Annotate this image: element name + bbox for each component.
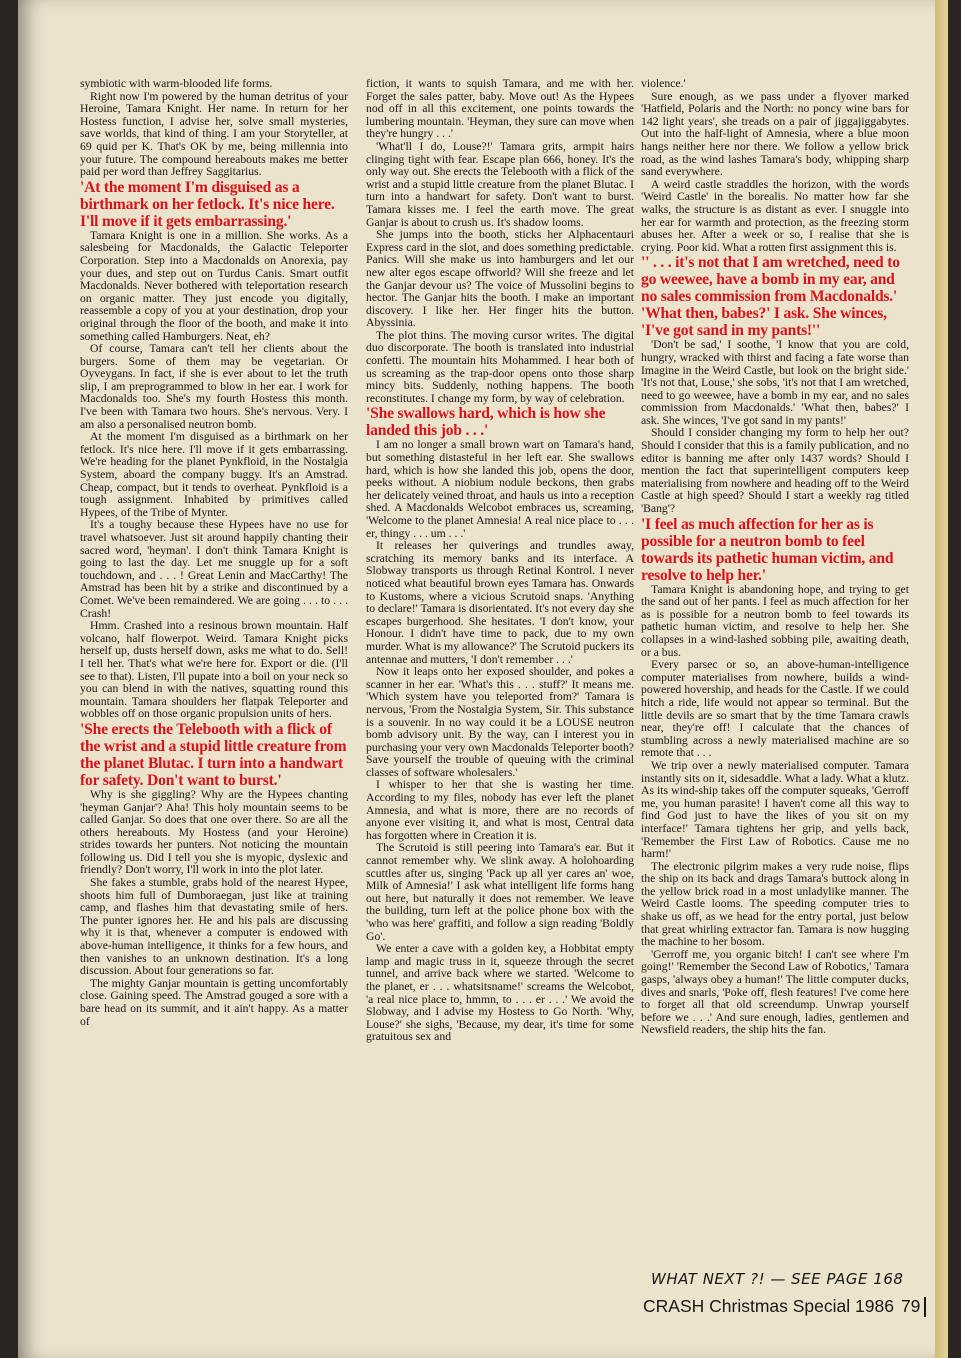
paragraph: Tamara Knight is one in a million. She works. As a salesbeing for Macdonalds, the Galactic Teleporter Corporation. Step into a Macdonalds on Anorexia, pay your dues, and step out on Turdus Canis. Smart outfit Macdonalds. Never bothered with teleportation research on organic matter. They just encode you digitally, reassemble a copy of you at your destination, drop your original through the floor of the booth, and make it into something called Hamburgers. Neat, eh? <box>80 228 348 343</box>
paragraph: 'What'll I do, Louse?!' Tamara grits, armpit hairs clinging tight with fear. Escape plan 666, honey. It's the only way out. She erects the Telebooth with a flick of the wrist and a stupid little creature from the planet Blutac. I turn into a handwart for safety. Don't want to burst. Tamara kisses me. I feel the earth move. The great Ganjar is about to crush us. It's shadow looms. <box>366 139 634 229</box>
paragraph: violence.' <box>641 77 686 90</box>
paragraph: We trip over a newly materialised computer. Tamara instantly sits on it, sidesaddle. What a lady. What a klutz. As its wind-ship takes off the computer squeaks, 'Gerroff me, you human parasite! I haven't come all this way to find God just to have the likes of you sit on my interface!' Tamara tightens her grip, and yells back, 'Remember the First Law of Robotics. Cause me no harm!' <box>641 758 909 861</box>
magazine-page <box>18 0 948 1358</box>
paragraph: Right now I'm powered by the human detritus of your Heroine, Tamara Knight. Her name. In return for her Hostess function, I advise her, solve small mysteries, save worlds, that kind of thing. I am your Storyteller, at 69 quid per K. That's OK by me, being millennia into your future. The compound hereabouts makes me better paid per word than Jeffrey Saggitarius. <box>80 89 348 179</box>
paragraph: The mighty Ganjar mountain is getting uncomfortably close. Gaining speed. The Amstrad gouged a sore with a bare head on its summit, and it ain't happy. As a matter of <box>80 976 348 1028</box>
paragraph: symbiotic with warm-blooded life forms. <box>80 77 273 90</box>
paragraph: 'Gerroff me, you organic bitch! I can't see where I'm going!' 'Remember the Second Law of Robotics,' Tamara gasps, 'always obey a human!' The little computer ducks, dives and snarls, 'Poke off, flesh features! I've come here to forget all that old screendump. Unwrap yourself before we . . .' And sure enough, ladies, gentlemen and Newsfield readers, the ship hits the fan. <box>641 947 909 1037</box>
paragraph: Now it leaps onto her exposed shoulder, and pokes a scanner in her ear. 'What's this . . . stuff?' It means me. 'Which system have you teleported from?' Tamara is nervous, 'From the Nostalgia System, Sir. This substance is a souvenir. In no way could it be a LOUSE neutron bomb advisory unit. By the way, can I interest you in purchasing your very own Macdonalds Teleporter booth? Save yourself the trouble of queuing with the criminal classes of software wholesalers.' <box>366 665 634 779</box>
page-footer <box>643 1270 933 1317</box>
publication-line <box>643 1296 933 1317</box>
paragraph: Tamara Knight is abandoning hope, and trying to get the sand out of her pants. I feel as much affection for her as is possible for a neutron bomb to feel towards its pathetic human victim, and resolve to help her. She collapses in a wind-lashed sobbing pile, awaiting death, or a bus. <box>641 582 909 659</box>
paragraph: She jumps into the booth, sticks her Alphacentauri Express card in the slot, and does something predictable. Panics. Will she make us into hamburgers and let our new alter egos escape offworld? Will she freeze and let the Ganjar devour us? The voice of Mussolini begins to hector. The Ganjar hits the booth. I make an important discovery. I like her. Her finger hits the button. Abyssinia. <box>366 228 634 330</box>
paragraph: It releases her quiverings and trundles away, scratching its memory banks and its interface. A Slobway transports us through Retinal Kontrol. I never noticed what beautiful brown eyes Tamara has. Onwards to Kustoms, where a vicious Scrutoid snaps. 'Anything to declare!' Tamara is disorientated. It's not every day she escapes burgerhood. She hesitates. 'I don't know, your Honour. I didn't have time to pack, due to my own murder. What is my allowance?' The Scrutoid puckers its antennae and mutters, 'I don't remember . . .' <box>366 539 634 666</box>
pull-quote: 'At the moment I'm disguised as a birthmark on her fetlock. It's nice here. I'll move if it gets embarrassing.' <box>80 178 335 230</box>
paragraph: We enter a cave with a golden key, a Hobbitat empty lamp and magic truss in it, squeeze through the secret tunnel, and arrive back where we started. 'Welcome to the planet, er . . . whatsitsname!' screams the Welcobot, 'a real nice place to, hmmn, to . . . er . . .' We avoid the Slobway, and I advise my Hostess to Go North. 'Why, Louse?' she sighs, 'Because, my dear, it's time for some gratuitous sex and <box>366 942 634 1044</box>
pull-quote: '' . . . it's not that I am wretched, need to go weewee, have a bomb in my ear, and no sales commission from Macdonalds.' 'What then, babes?' I ask. She winces, 'I've got sand in my pants!'' <box>641 254 900 340</box>
paragraph: Hmm. Crashed into a resinous brown mountain. Half volcano, half flowerpot. Weird. Tamara Knight picks herself up, dusts herself down, asks me what to do. Sell! I tell her. That's what we're here for. Export or die. (I'll see to that). Listen, I'll pupate into a boil on your neck so you can blend in with the natives, squatting round this mountain. Tamara shoulders her flatpak Teleporter and wobbles off on those organic propulsion units of hers. <box>80 619 348 721</box>
footer-rule <box>924 1297 926 1317</box>
paragraph: Of course, Tamara can't tell her clients about the burgers. Some of them may be vegetarian. Or Oyveygans. In fact, if she is ever about to let the truth slip, I am preprogrammed to blow in her ear. I work for Macdonalds too. She's my fourth Hostess this month. I've been with Tamara two hours. She's nervous. Very. I am also a personalised neutron bomb. <box>80 342 348 431</box>
paragraph: The plot thins. The moving cursor writes. The digital duo discorporate. The booth is translated into industrial confetti. The mountain hits Mohammed. I hear both of us screaming as the trap-door opens onto those sharp mincy bits. Suddenly, nothing happens. The booth reconstitutes. I change my form, by way of celebration. <box>366 328 634 405</box>
page-number: 79 <box>900 1296 921 1316</box>
paragraph: fiction, it wants to squish Tamara, and me with her. Forget the sales patter, baby. Move out! As the Hypees nod off in all this excitement, one points towards the lumbering mountain. 'Heyman, they sure can move when they're hungry . . .' <box>366 77 634 141</box>
paragraph: The Scrutoid is still peering into Tamara's ear. But it cannot remember why. We slink away. A holohoarding scuttles after us, singing 'Pack up all yer cares an' woe, Milk of Amnesia!' I ask what intelligent life forms hang out here, but naturally it does not remember. We leave the building, turn left at the police phone box with the 'who was here' graffiti, and follow a sign reading 'Boldly Go'. <box>366 841 634 943</box>
article-column-2 <box>366 78 634 1044</box>
paragraph: I am no longer a small brown wart on Tamara's hand, but something distasteful in her left ear. She swallows hard, which is how she landed this job, opens the door, peeks without. A niobium nodule beckons, then grabs her delicately veined throat, and hauls us into a reception shed. A Macdonalds Welcobot embraces us, screaming, 'Welcome to the planet Amnesia! A real nice place to . . . er, thingy . . . um . . .' <box>366 438 634 540</box>
paragraph: It's a toughy because these Hypees have no use for travel whatsoever. Just sit around happily chanting their sacred word, 'heyman'. I don't think Tamara Knight is going to last the day. Let me snuggle up for a soft touchdown, and . . . ! Great Lenin and MacCarthy! The Amstrad has been hit by a strike and discontinued by a Comet. We've been remaindered. We are going . . . to . . . Crash! <box>80 518 348 620</box>
paragraph: The electronic pilgrim makes a very rude noise, flips the ship on its back and drags Tamara's buttock along in the yellow brick road in a most unladylike manner. The Weird Castle looms. The speeding computer tries to shake us off, as we head for the entry portal, just below that great whirling extractor fan. Tamara is now hugging the machine to her bosom. <box>641 859 909 949</box>
paragraph: Sure enough, as we pass under a flyover marked 'Hatfield, Polaris and the North: no poncy wine bars for 142 light years', she treads on a pair of jiggajiggabytes. Out into the half-light of Amnesia, where a blue moon hangs neither here nor there. We follow a yellow brick road, as the wind lashes Tamara's body, whipping sharp sand everywhere. <box>641 89 909 179</box>
article-column-1 <box>80 78 348 1028</box>
paragraph: She fakes a stumble, grabs hold of the nearest Hypee, shoots him full of Dumboraegan, just like at training camp, and flashes him that devastating smile of hers. The punter ignores her. He and his pals are discussing why it is that, whenever a computer is endowed with above-human intelligence, it thinks for a few hours, and then vanishes to an unknown destination. It's a long discussion. About four generations so far. <box>80 876 348 978</box>
pull-quote: 'I feel as much affection for her as is possible for a neutron bomb to feel towards its pathetic human victim, and resolve to help her.' <box>641 515 894 584</box>
paragraph: At the moment I'm disguised as a birthmark on her fetlock. It's nice here. I'll move if it gets embarrassing. We're heading for the planet Pynkfloid, in the Nostalgia System, aboard the company buggy. It's an Amstrad. Cheap, compact, but it tends to overheat. Pynkfloid is a tough assignment. Inhabited by primitives called Hypees, of the Tribe of Mynter. <box>80 430 348 519</box>
continuation-note: WHAT NEXT ?! — SEE PAGE 168 <box>651 1270 904 1288</box>
pull-quote: 'She swallows hard, which is how she landed this job . . .' <box>366 405 606 440</box>
paragraph: Every parsec or so, an above-human-intelligence computer materialises from nowhere, builds a wind-powered hovership, and heads for the Castle. If we could hitch a ride, life would not appear so terminal. But the little devils are so smart that by the time Tamara crawls near, they're off! I calculate that the chances of stumbling across a newly materialised machine are so remote that . . . <box>641 658 909 760</box>
paragraph: A weird castle straddles the horizon, with the words 'Weird Castle' in the borealis. No matter how far she walks, the structure is as distant as ever. I snuggle into her ear for warmth and protection, as the freezing storm abuses her. After a week or so, I realise that she is crying. Poor kid. What a rotten first assignment this is. <box>641 177 909 254</box>
publication-name: CRASH Christmas Special 1986 <box>643 1296 894 1316</box>
pull-quote: 'She erects the Telebooth with a flick of the wrist and a stupid little creature from the planet Blutac. I turn into a handwart for safety. Don't want to burst.' <box>80 720 347 789</box>
article-column-3 <box>641 78 909 1037</box>
paragraph: I whisper to her that she is wasting her time. According to my files, nobody has ever left the planet Amnesia, and what is more, there are no records of anyone ever visiting it, and what is most, Central data has forgotten where in Creation it is. <box>366 778 634 842</box>
paragraph: Why is she giggling? Why are the Hypees chanting 'heyman Ganjar'? Aha! This holy mountain seems to be called Ganjar. So does that one over there. So are all the others hereabouts. My Hostess (and your Heroine) strides towards her punters. Not noticing the mountain following us. Did I tell you she is myopic, dyslexic and friendly? Don't worry, I'll work in into the plot later. <box>80 787 348 877</box>
paragraph: Should I consider changing my form to help her out? Should I consider that this is a family publication, and no editor is banning me after only 1437 words? Should I mention the fact that superintelligent computers keep materialising from nowhere and heading off to the Weird Castle at high speed? Should I start a weekly rag titled 'Bang'? <box>641 426 909 516</box>
page-edge <box>935 0 948 1358</box>
paragraph: 'Don't be sad,' I soothe, 'I know that you are cold, hungry, wracked with thirst and facing a fate worse than Imagine in the Weird Castle, but look on the bright side.' 'It's not that, Louse,' she sobs, 'it's not that I am wretched, need to go weewee, have a bomb in my ear, and no sales commission from Macdonalds.' 'What then, babes?' I ask. She winces, 'I've got sand in my pants!' <box>641 338 909 427</box>
